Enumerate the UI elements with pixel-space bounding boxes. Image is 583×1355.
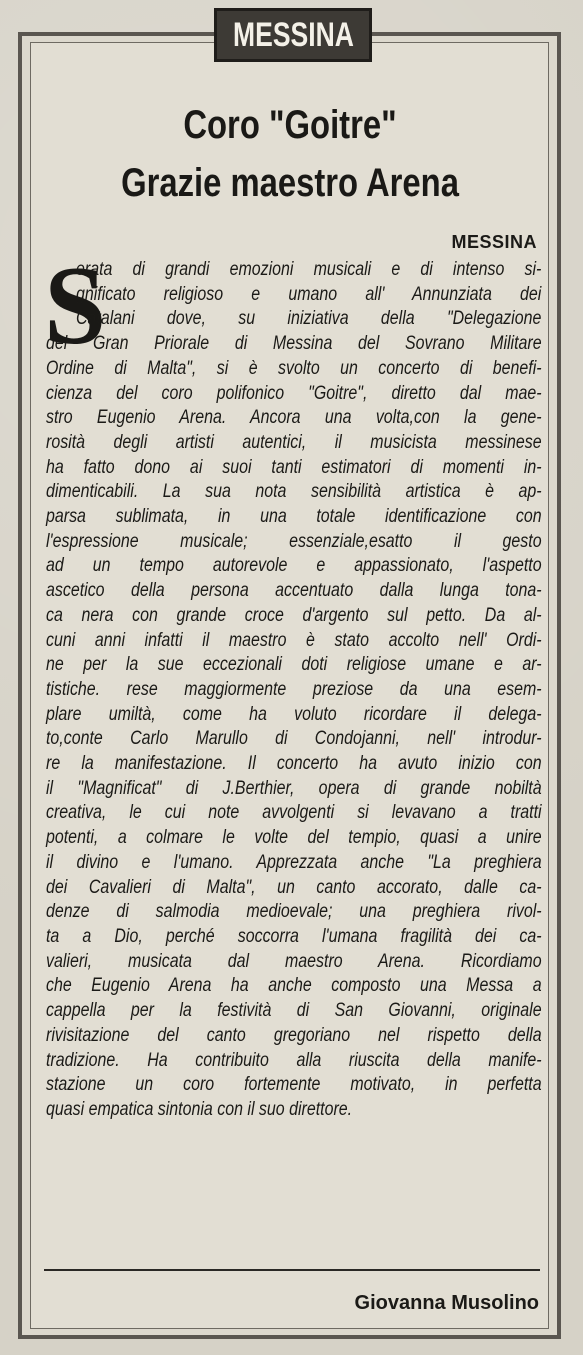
article-line: dei Cavalieri di Malta", un canto accorato, dalle ca- (46, 876, 542, 898)
article-line: tradizione. Ha contribuito alla riuscita della manife- (46, 1049, 542, 1071)
article-line: Catalani dove, su iniziativa della "Delegazione (76, 308, 542, 330)
headline (40, 96, 540, 212)
article-line: re la manifestazione. Il concerto ha avuto inizio con (46, 753, 542, 775)
article-line: che Eugenio Arena ha anche composto una Messa a (46, 975, 542, 997)
article-line: valieri, musicata dal maestro Arena. Ricordiamo (46, 950, 542, 972)
article-line: quasi empatica sintonia con il suo direttore. (46, 1098, 353, 1120)
article-line: ad un tempo autorevole e appassionato, l'aspetto (46, 555, 542, 577)
dateline: MESSINA (451, 232, 537, 252)
article-line: ascetico della persona accentuato dalla lunga tona- (46, 580, 542, 602)
article-line: il divino e l'umano. Apprezzata anche "La preghiera (46, 851, 542, 873)
article-line: cienza del coro polifonico "Goitre", diretto dal mae- (46, 382, 542, 404)
article-line: gnificato religioso e umano all' Annunziata dei (76, 283, 542, 305)
article-line: del Gran Priorale di Messina del Sovrano Militare (46, 333, 542, 355)
divider-rule (44, 1269, 540, 1271)
drop-cap: S (44, 244, 107, 368)
author-signature: Giovanna Musolino (354, 1292, 539, 1314)
article-line: denze di salmodia medioevale; una preghiera rivol- (46, 901, 542, 923)
article-line: creativa, le cui note avvolgenti si levavano a tratti (46, 802, 542, 824)
article-line: to,conte Carlo Marullo di Condojanni, nell' introdur- (46, 728, 542, 750)
article-line: ca nera con grande croce d'argento sul petto. Da al- (46, 604, 542, 626)
article-line: l'espressione musicale; essenziale,esatto il gesto (46, 530, 542, 552)
article-line: erata di grandi emozioni musicali e di intenso si- (76, 259, 542, 280)
article-body (44, 244, 542, 1123)
article-line: potenti, a colmare le volte del tempio, quasi a unire (46, 827, 542, 849)
article-line: Ordine di Malta", si è svolto un concerto di benefi- (46, 357, 542, 379)
article-line: cuni anni infatti il maestro è stato accolto nell' Ordi- (46, 629, 542, 651)
article-line: parsa sublimata, in una totale identificazione con (46, 506, 542, 528)
article-line: stro Eugenio Arena. Ancora una volta,con la gene- (46, 407, 542, 429)
headline-line-1: Coro "Goitre" (183, 103, 397, 147)
article-line: dimenticabili. La sua nota sensibilità artistica è ap- (46, 481, 542, 503)
article-line: ne per la sue eccezionali doti religiose umane e ar- (46, 654, 542, 676)
article-line: cappella per la festività di San Giovanni, originale (46, 1000, 542, 1022)
headline-line-2: Grazie maestro Arena (121, 161, 459, 205)
article-line: ta a Dio, perché soccorra l'umana fragilità dei ca- (46, 925, 542, 947)
article-line: plare umiltà, come ha voluto ricordare il delega- (46, 703, 542, 725)
section-tag (214, 8, 372, 62)
section-label: MESSINA (232, 15, 354, 54)
article-line: ha fatto dono ai suoi tanti estimatori di momenti in- (46, 456, 542, 478)
article-line: rosità degli artisti autentici, il musicista messinese (46, 431, 542, 453)
article-line: il "Magnificat" di J.Berthier, opera di grande nobiltà (46, 777, 542, 799)
article-line: rivisitazione del canto gregoriano nel rispetto della (46, 1024, 542, 1046)
article-line: tistiche. rese maggiormente preziose da una esem- (46, 678, 542, 700)
article-line: stazione un coro fortemente motivato, in perfetta (46, 1074, 542, 1096)
